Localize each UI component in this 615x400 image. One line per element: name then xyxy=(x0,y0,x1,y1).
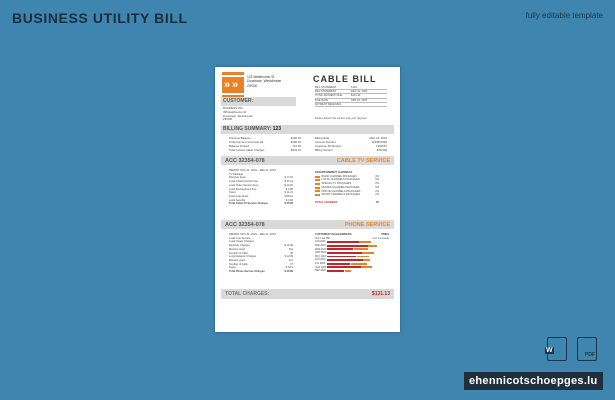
total-charges-value: $131.13 xyxy=(371,291,390,297)
charge-row-label: Receiver Charges xyxy=(229,244,250,248)
cable-charges: PERIOD: NOV 01, 2023 – DEC 11, 2023 TV Package Receiver Fees $ 17.01 Local Listed Comfort Fee $ 23.11 Local Video Service Fees $ 23.22 Local Development Fee $ 4.88 Taxes $ 11.21 Taxes Late Dues $ 88.22 Local benefits $ 0.00 Total Cable TV Service Charges $ 35.82 xyxy=(229,169,293,206)
chevron-right-icon: » xyxy=(232,79,239,91)
charge-row-value: $ 23.11 xyxy=(284,180,293,184)
charge-row-value: $ 35.82 xyxy=(284,202,293,206)
charge-row-label: Local Development Fee xyxy=(229,187,257,191)
channel-share: 5% xyxy=(375,185,379,189)
summary-row-label: Total payment since last bill xyxy=(229,140,264,144)
charge-row-value: $ 23.22 xyxy=(284,183,293,187)
channel-swatch xyxy=(315,183,320,185)
meta-label: BILL STATEMENT xyxy=(315,86,337,89)
meta-label: TOTAL PAYMENT DUE xyxy=(315,94,343,98)
bill-document xyxy=(215,67,400,332)
channel-swatch xyxy=(315,194,320,196)
channel-row xyxy=(315,193,379,197)
chart-bar-orange xyxy=(351,263,367,265)
page-title: BUSINESS UTILITY BILL xyxy=(12,10,188,26)
charge-row-label: Long Distance Charges xyxy=(229,255,257,259)
charge-row-value: $ 0.00 xyxy=(285,198,293,202)
chevron-right-icon: » xyxy=(224,79,231,91)
summary-row-value: DEC 24, 2024 xyxy=(369,136,387,140)
charge-row-label: Receiver Fees xyxy=(229,176,246,180)
format-icons xyxy=(547,337,597,361)
charge-row-label: Local benefits xyxy=(229,198,246,202)
charge-row-value: $ 12.99 xyxy=(284,255,293,259)
charge-row-value: 211 xyxy=(288,258,293,262)
bill-meta-table xyxy=(315,86,387,107)
cable-account-band xyxy=(221,156,394,165)
charge-row-label: Minutes Used xyxy=(229,247,245,251)
charge-row-label: Taxes Late Dues xyxy=(229,194,249,198)
chart-bar-orange xyxy=(362,252,374,254)
chart-row xyxy=(315,269,389,273)
channel-name: LOCAL CHANNELS PACKAGES xyxy=(321,178,360,182)
phone-account-number: ACC 32354-078 xyxy=(225,221,265,228)
chart-bar-orange xyxy=(345,270,351,272)
summary-row-label: Total Current Cable Charges xyxy=(229,148,265,152)
meta-value: APR 15, 2025 xyxy=(351,98,368,102)
chart-bar-orange xyxy=(357,256,370,258)
chart-bar-red xyxy=(327,248,353,250)
charge-row-label: Taxes xyxy=(229,266,236,270)
charge-row-value: 37 xyxy=(290,262,293,266)
chart-month: JUL 2023 xyxy=(315,261,326,265)
channel-name: NATIVE CHANNELS PACKAGES xyxy=(321,189,361,193)
chart-month: SEP 2023 xyxy=(315,269,326,273)
chart-bar-orange xyxy=(368,245,377,247)
charge-row-label: Minutes Used xyxy=(229,258,245,262)
chart-bar-red xyxy=(327,259,363,261)
channel-swatch xyxy=(315,190,320,192)
summary-row-value: 1234567890 xyxy=(371,140,387,144)
charge-row-value: $ 17.01 xyxy=(284,176,293,180)
chart-bar-red xyxy=(327,245,368,247)
charge-row-label: Local Usage Charges xyxy=(229,240,254,244)
channel-swatch xyxy=(315,176,320,178)
billing-summary-heading: BILLING SUMMARY: 123 xyxy=(221,125,394,134)
usage-chart: CUSTOMER USAGE/ORDERS TIMES Incl. Last Bill Incl. 12-month JAN 2023 FEB 2023 MAR 2023 APR 2023 MAY 2023 JUN 2023 JUL 2023 AUG 2023 SEP 2023 xyxy=(315,233,389,273)
channel-label xyxy=(315,193,360,197)
channel-name: SPORT CHANNELS PACKAGES xyxy=(321,193,360,197)
charge-row-label: Local Listed Comfort Fee xyxy=(229,180,258,184)
summary-row xyxy=(229,148,301,152)
charge-row-value: $ 88.22 xyxy=(284,194,293,198)
chart-month: APR 2023 xyxy=(315,251,326,255)
cable-service-title: CABLE TV SERVICE xyxy=(336,157,390,164)
chart-bar-orange xyxy=(354,248,369,250)
brand-label[interactable]: ehennicotschoepges.lu xyxy=(464,372,603,390)
chart-bar-red xyxy=(327,263,350,265)
summary-row-label: Billing Date xyxy=(315,136,330,140)
meta-value xyxy=(351,103,387,106)
charge-row-value: 36 xyxy=(290,251,293,255)
summary-row xyxy=(315,148,387,152)
total-charges-label: TOTAL CHARGES: xyxy=(225,291,270,297)
channel-name: MOVIES CHANNEL PACKAGES xyxy=(321,185,360,189)
phone-service-title: PHONE SERVICE xyxy=(344,221,390,228)
pdf-file-icon[interactable]: PDF xyxy=(577,337,597,361)
word-file-icon[interactable]: W xyxy=(547,337,567,361)
charge-row-label: Number of Calls xyxy=(229,251,248,255)
channel-share: 3% xyxy=(375,174,379,178)
phone-charges: PERIOD: NOV 01, 2023 – DEC 11, 2023 Local Line Service Local Usage Charges Receiver Charges $ 12.99 Minutes Used 211 Number of Calls 36 Long Distance Charges $ 12.99 Minutes Used 211 Number of Calls 37 Taxes $ 18.9 Total Phone Service Charges $ 35.89 xyxy=(229,233,293,274)
channel-share: 5% xyxy=(375,178,379,182)
billing-summary-right xyxy=(315,136,387,152)
channel-name: ROAD CHANNEL PACKAGES xyxy=(321,174,357,178)
chart-month: MAY 2023 xyxy=(315,254,326,258)
summary-row-value: $ 0.00 xyxy=(293,144,301,148)
company-logo xyxy=(222,72,244,98)
charge-row-value: $ 11.21 xyxy=(284,191,293,195)
meta-label: PAYMENT RECEIVED xyxy=(315,102,342,106)
cable-channel-list: ENTERTAINMENT CHANNELS ROAD CHANNEL PACKAGES 3% LOCAL CHANNELS PACKAGES 5% SPECIAL TV PACKAGES 2% MOVIES CHANNEL PACKAGES 5% NATIVE CHANNELS PACKAGES 2% SPORT CHANNELS PACKAGES 2% TOTAL CHARGES: $5 xyxy=(315,171,379,204)
chart-month: JAN 2023 xyxy=(315,240,326,244)
summary-row-value: $131.13 xyxy=(290,148,301,152)
summary-row-value: $196.22 xyxy=(290,136,301,140)
charge-row-label: Local Line Service xyxy=(229,236,251,240)
chart-month: MAR 2023 xyxy=(315,247,327,251)
charge-row-label: Taxes xyxy=(229,191,236,195)
meta-value: $131.13 xyxy=(351,94,361,98)
meta-value: 1234 xyxy=(351,86,357,89)
chart-bar-orange xyxy=(361,266,371,268)
company-address: 123 Westbourne St Downtown, Westchester ZIP000 xyxy=(247,75,282,88)
chart-bar-red xyxy=(327,241,359,243)
channel-swatch xyxy=(315,179,320,181)
channel-share: 2% xyxy=(375,189,379,193)
summary-row-label: Account Number xyxy=(315,140,336,144)
charge-row-label: Local Video Service Fees xyxy=(229,183,259,187)
summary-row-label: Previous Balance xyxy=(229,136,251,140)
summary-row-label: Billing Section xyxy=(315,148,333,152)
chart-month: AUG 2023 xyxy=(315,265,327,269)
customer-heading: CUSTOMER: xyxy=(221,97,296,106)
charge-row-label: Number of Calls xyxy=(229,262,248,266)
charge-row xyxy=(229,270,293,274)
phone-account-band xyxy=(221,220,394,229)
meta-value: DEC 31, 2024 xyxy=(351,90,368,94)
channel-swatch xyxy=(315,187,320,189)
chart-bar-red xyxy=(327,266,361,268)
summary-row-value: $196.22 xyxy=(290,140,301,144)
billing-summary-left xyxy=(229,136,301,152)
cable-account-number: ACC 32354-078 xyxy=(225,157,265,164)
chart-bar-red xyxy=(327,252,362,254)
channel-share: 2% xyxy=(375,193,379,197)
charge-row-label: TV Package xyxy=(229,172,244,176)
chart-bar-orange xyxy=(359,241,371,243)
charge-row-label: Total Phone Service Charges xyxy=(229,270,265,274)
page-subtitle: fully editable template xyxy=(525,11,603,20)
charge-row-value: $ 4.88 xyxy=(285,187,293,191)
total-charges-band xyxy=(221,289,394,299)
chart-bar-red xyxy=(327,270,344,272)
chart-month: JUN 2023 xyxy=(315,258,326,262)
meta-row xyxy=(315,103,387,107)
customer-address: BUSINESS INC. 456 Eastbourne St. Downtown, Westchester ZIP000 xyxy=(223,106,254,122)
chart-month: FEB 2023 xyxy=(315,243,326,247)
summary-row-value: $78,000 xyxy=(376,148,387,152)
charge-row-label: Total Cable TV Service Charges xyxy=(229,202,268,206)
charge-row-value: $ 35.89 xyxy=(284,270,293,274)
bill-title: CABLE BILL xyxy=(313,74,377,84)
charge-row-value: 211 xyxy=(288,247,293,251)
meta-label: DUE DATE xyxy=(315,98,328,102)
chart-bar-red xyxy=(327,256,356,258)
channel-share: 2% xyxy=(375,182,379,186)
charge-row xyxy=(229,202,293,206)
summary-row-label: Balance forward xyxy=(229,144,250,148)
summary-row-value: 1234567 xyxy=(376,144,387,148)
summary-row-label: Customer ID Number xyxy=(315,144,342,148)
meta-label: BILL STATEMENT xyxy=(315,90,337,94)
chart-bar-orange xyxy=(363,259,370,261)
detach-note: Please detach this section with your payment xyxy=(315,117,367,120)
charge-row-value: $ 18.9 xyxy=(285,266,293,270)
charge-row-value: $ 12.99 xyxy=(284,244,293,248)
channel-name: SPECIAL TV PACKAGES xyxy=(321,182,352,186)
